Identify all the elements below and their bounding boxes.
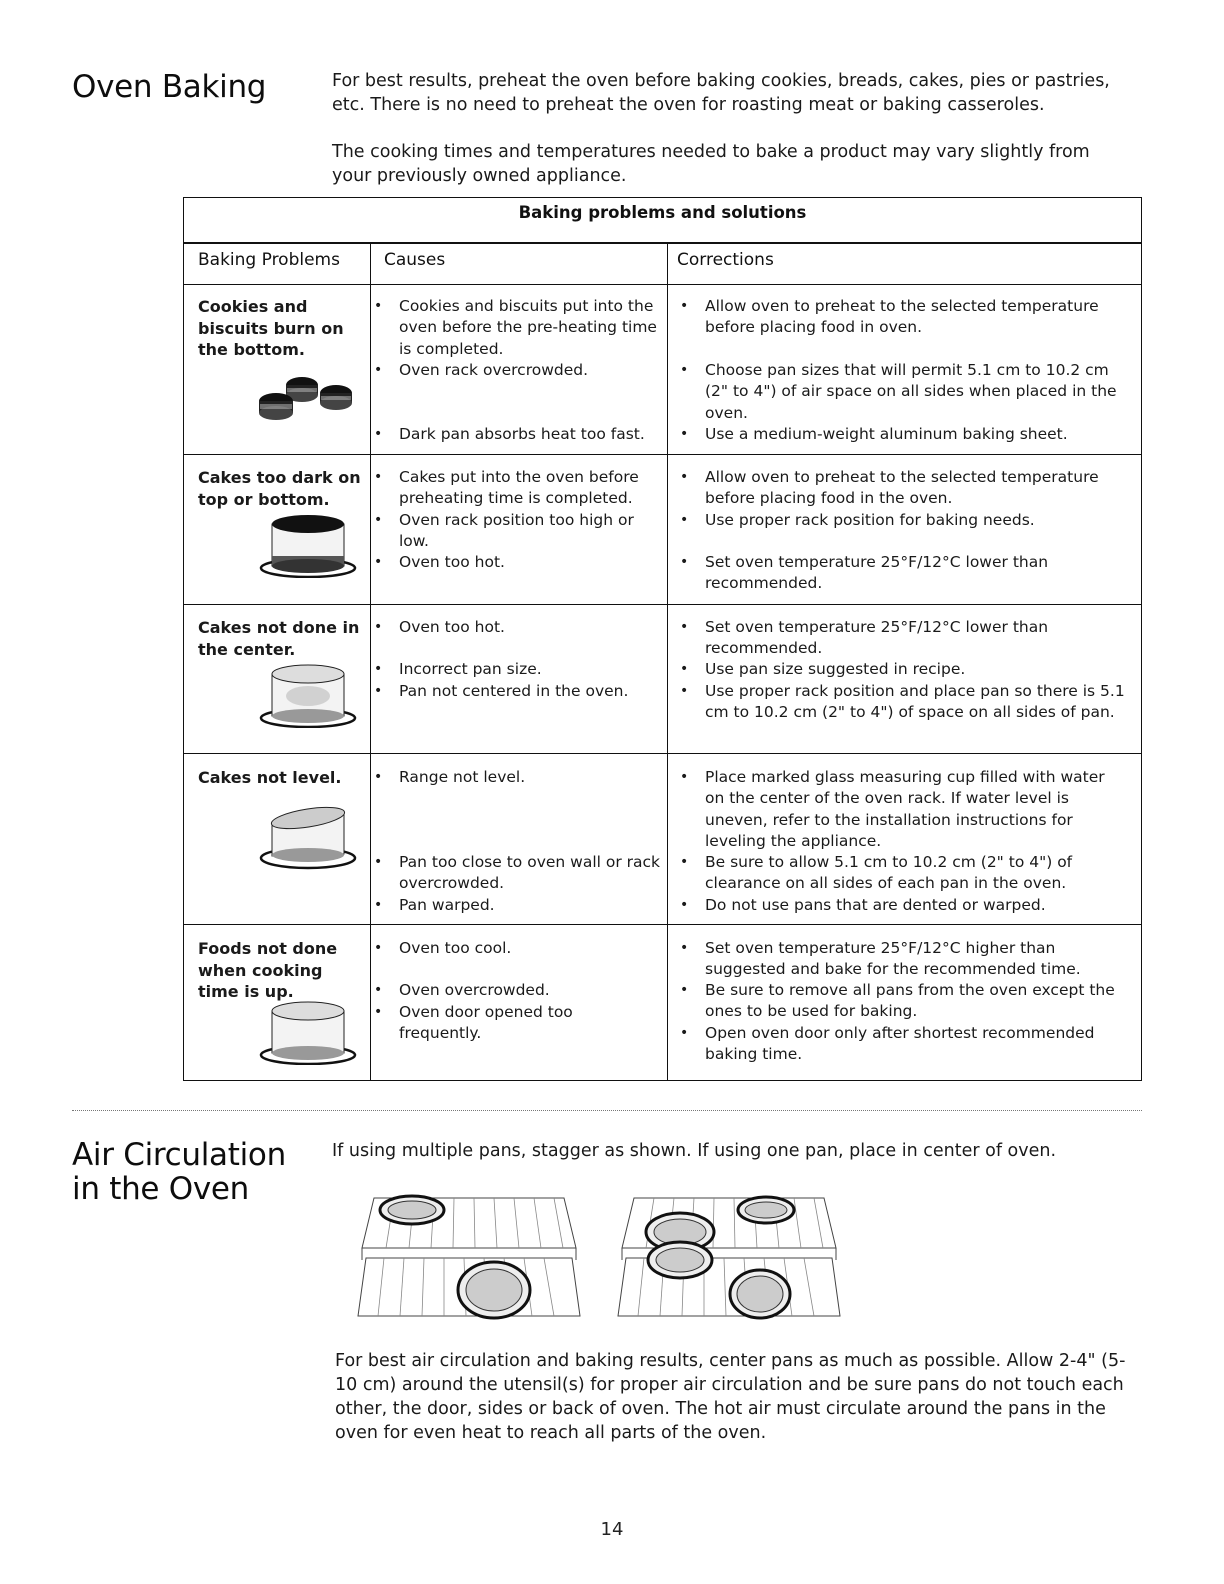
problem-label: Cakes too dark on top or bottom. (198, 468, 361, 509)
cause-item: • Oven overcrowded. (374, 981, 550, 999)
correction-item: • Use a medium-weight aluminum baking sheet. (680, 425, 1068, 443)
correction-item: • Use proper rack position and place pan so there is 5.1 cm to 10.2 cm (2" to 4") of space on all sides of pan. (680, 682, 1125, 722)
table-title: Baking problems and solutions (518, 203, 807, 222)
col-header-corrections: Corrections (677, 250, 774, 270)
cake-tilted-icon (258, 804, 358, 870)
rack-diagram-stagger-pans (614, 1188, 844, 1328)
cause-item: • Oven rack overcrowded. (374, 361, 589, 379)
rack-diagram-one-pan (354, 1188, 584, 1328)
section-title-oven-baking: Oven Baking (72, 69, 267, 105)
correction-item: • Place marked glass measuring cup filled with water on the center of the oven rack. If water level is uneven, refer to the installation instructions for leveling the appliance. (680, 768, 1105, 850)
cause-item: • Cakes put into the oven before preheating time is completed. (374, 468, 639, 508)
correction-item: • Do not use pans that are dented or warped. (680, 896, 1046, 914)
cause-item: • Oven too hot. (374, 618, 505, 636)
cause-item: • Pan warped. (374, 896, 495, 914)
cookies-icon (252, 371, 362, 427)
correction-item: • Be sure to remove all pans from the oven except the ones to be used for baking. (680, 981, 1115, 1021)
cake-center-icon (258, 662, 358, 728)
oven-baking-intro: For best results, preheat the oven before baking cookies, breads, cakes, pies or pastries, etc. There is no need to preheat the oven for roasting meat or baking casseroles. (332, 71, 1110, 115)
problem-label: Cakes not done in the center. (198, 618, 360, 659)
cake-icon (258, 999, 358, 1065)
cause-item: • Oven too hot. (374, 553, 505, 571)
correction-item: • Allow oven to preheat to the selected temperature before placing food in the oven. (680, 468, 1099, 508)
cause-item: • Oven door opened too frequently. (374, 1003, 573, 1043)
section-title-air-circulation (72, 1138, 286, 1206)
cause-item: • Dark pan absorbs heat too fast. (374, 425, 645, 443)
correction-item: • Set oven temperature 25°F/12°C lower than recommended. (680, 553, 1049, 593)
col-header-problems: Baking Problems (198, 250, 340, 270)
correction-item: • Allow oven to preheat to the selected temperature before placing food in oven. (680, 297, 1099, 337)
correction-item: • Open oven door only after shortest recommended baking time. (680, 1024, 1095, 1064)
cause-item: • Pan not centered in the oven. (374, 682, 629, 700)
air-title-line-2: in the Oven (72, 1171, 250, 1207)
correction-item: • Set oven temperature 25°F/12°C higher than suggested and bake for the recommended time. (680, 939, 1081, 979)
correction-item: • Be sure to allow 5.1 cm to 10.2 cm (2" to 4") of clearance on all sides of each pan in the oven. (680, 853, 1073, 893)
problem-label: Cakes not level. (198, 768, 342, 787)
correction-item: • Use pan size suggested in recipe. (680, 660, 966, 678)
cause-item: • Cookies and biscuits put into the oven before the pre-heating time is completed. (374, 297, 657, 358)
section-divider (72, 1110, 1142, 1111)
air-circulation-body: For best air circulation and baking results, center pans as much as possible. Allow 2-4" (5-10 cm) around the utensil(s) for proper air circulation and be sure pans do not touch each other, the door, sides or back of oven. The hot air must circulate around the pans in the oven for even heat to reach all parts of the oven. (335, 1351, 1126, 1443)
problem-label: Foods not done when cooking time is up. (198, 939, 338, 1001)
cake-dark-icon (258, 512, 358, 578)
air-circulation-intro: If using multiple pans, stagger as shown. If using one pan, place in center of oven. (332, 1141, 1057, 1161)
col-header-causes: Causes (384, 250, 446, 270)
cause-item: • Oven rack position too high or low. (374, 511, 634, 551)
cause-item: • Oven too cool. (374, 939, 512, 957)
correction-item: • Set oven temperature 25°F/12°C lower than recommended. (680, 618, 1049, 658)
cause-item: • Pan too close to oven wall or rack overcrowded. (374, 853, 661, 893)
air-title-line-1: Air Circulation (72, 1137, 286, 1173)
oven-baking-note: The cooking times and temperatures needed to bake a product may vary slightly from your previously owned appliance. (332, 142, 1090, 186)
baking-problems-table (183, 197, 1142, 1081)
cause-item: • Incorrect pan size. (374, 660, 542, 678)
page-number: 14 (600, 1519, 624, 1540)
problem-label: Cookies and biscuits burn on the bottom. (198, 297, 344, 359)
correction-item: • Use proper rack position for baking needs. (680, 511, 1035, 529)
correction-item: • Choose pan sizes that will permit 5.1 cm to 10.2 cm (2" to 4") of air space on all sides when placed in the oven. (680, 361, 1117, 422)
cause-item: • Range not level. (374, 768, 526, 786)
